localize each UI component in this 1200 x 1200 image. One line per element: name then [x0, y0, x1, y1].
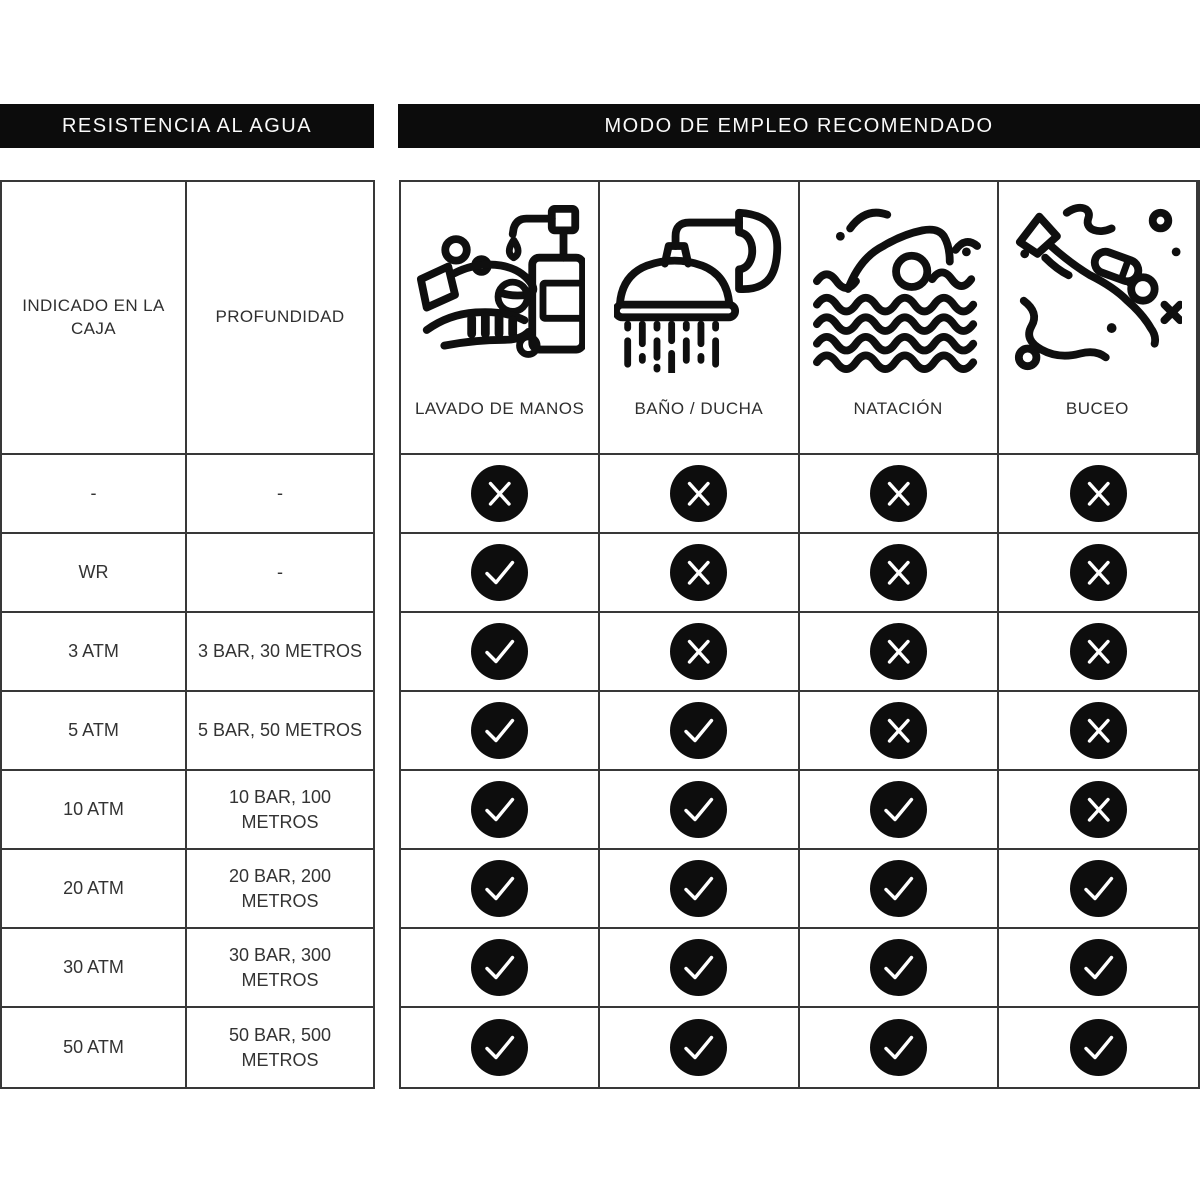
depth-cell: 20 BAR, 200 METROS	[187, 850, 373, 929]
check-mark-icon	[800, 850, 999, 929]
diving-icon	[999, 182, 1196, 394]
column-header-diving	[999, 182, 1198, 455]
check-mark-icon	[600, 771, 799, 850]
recommended-use-title-bar	[398, 104, 1200, 148]
check-mark-icon	[800, 1008, 999, 1087]
column-header-handwash	[401, 182, 600, 455]
case-marking-cell: 20 ATM	[2, 850, 187, 929]
check-mark-icon	[600, 850, 799, 929]
cross-mark-icon	[600, 534, 799, 613]
depth-cell: 5 BAR, 50 METROS	[187, 692, 373, 771]
cross-mark-icon	[800, 534, 999, 613]
check-mark-icon	[800, 771, 999, 850]
case-marking-cell: WR	[2, 534, 187, 613]
column-header-swimming	[800, 182, 999, 455]
water-resistance-title-bar	[0, 104, 374, 148]
check-mark-icon	[401, 771, 600, 850]
check-mark-icon	[999, 1008, 1198, 1087]
recommended-use-title: MODO DE EMPLEO RECOMENDADO	[604, 114, 994, 137]
column-header-depth: PROFUNDIDAD	[187, 182, 373, 455]
column-header-shower	[600, 182, 799, 455]
cross-mark-icon	[401, 455, 600, 534]
case-marking-cell: 50 ATM	[2, 1008, 187, 1087]
case-marking-cell: 3 ATM	[2, 613, 187, 692]
case-marking-cell: 30 ATM	[2, 929, 187, 1008]
water-resistance-table	[0, 180, 375, 1089]
depth-cell: 10 BAR, 100 METROS	[187, 771, 373, 850]
column-header-case-marking: INDICADO EN LA CAJA	[2, 182, 187, 455]
cross-mark-icon	[800, 613, 999, 692]
cross-mark-icon	[800, 692, 999, 771]
case-marking-cell: -	[2, 455, 187, 534]
check-mark-icon	[600, 929, 799, 1008]
cross-mark-icon	[600, 613, 799, 692]
cross-mark-icon	[999, 771, 1198, 850]
check-mark-icon	[999, 850, 1198, 929]
diving-label: BUCEO	[1065, 399, 1129, 418]
check-mark-icon	[600, 692, 799, 771]
cross-mark-icon	[999, 692, 1198, 771]
usage-table	[399, 180, 1200, 1089]
handwash-label: LAVADO DE MANOS	[414, 399, 585, 418]
shower-icon	[600, 182, 797, 394]
shower-label: BAÑO / DUCHA	[634, 399, 764, 418]
depth-cell: 3 BAR, 30 METROS	[187, 613, 373, 692]
depth-cell: 50 BAR, 500 METROS	[228, 1025, 332, 1070]
check-mark-icon	[999, 929, 1198, 1008]
depth-cell: -	[187, 455, 373, 534]
depth-cell: 30 BAR, 300 METROS	[187, 929, 373, 1008]
check-mark-icon	[800, 929, 999, 1008]
water-resistance-title: RESISTENCIA AL AGUA	[61, 114, 313, 137]
check-mark-icon	[401, 613, 600, 692]
depth-cell: -	[187, 534, 373, 613]
cross-mark-icon	[999, 613, 1198, 692]
case-marking-cell: 10 ATM	[2, 771, 187, 850]
check-mark-icon	[401, 850, 600, 929]
handwash-icon	[401, 182, 598, 394]
swimming-icon	[800, 182, 997, 394]
check-mark-icon	[401, 534, 600, 613]
case-marking-cell: 5 ATM	[2, 692, 187, 771]
check-mark-icon	[401, 692, 600, 771]
check-mark-icon	[401, 1008, 600, 1087]
check-mark-icon	[600, 1008, 799, 1087]
cross-mark-icon	[600, 455, 799, 534]
cross-mark-icon	[999, 534, 1198, 613]
check-mark-icon	[401, 929, 600, 1008]
swimming-label: NATACIÓN	[853, 399, 943, 418]
cross-mark-icon	[800, 455, 999, 534]
cross-mark-icon	[999, 455, 1198, 534]
